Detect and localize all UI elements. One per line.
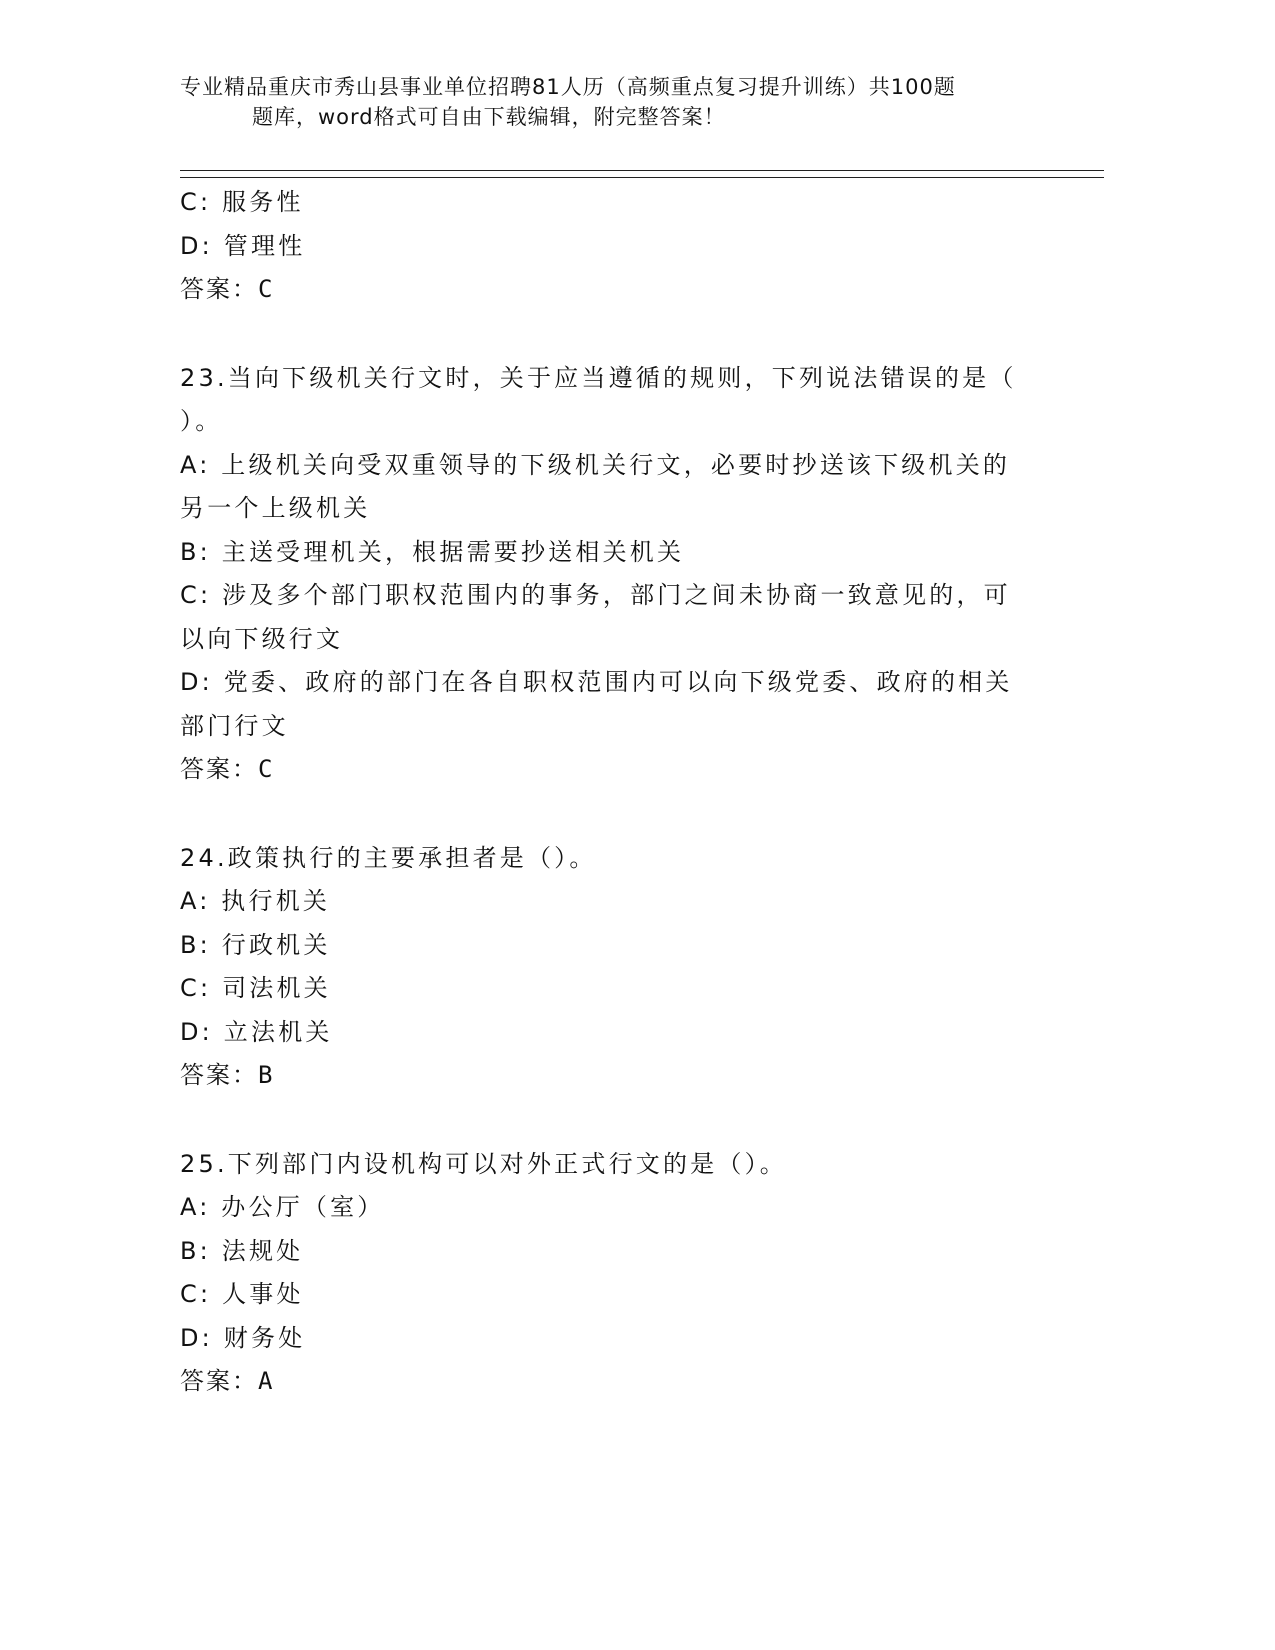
- option-a: A: 上级机关向受双重领导的下级机关行文，必要时抄送该下级机关的: [180, 450, 1011, 479]
- option-a: A: 办公厅（室）: [180, 1193, 385, 1221]
- question-stem: 23.当向下级机关行文时，关于应当遵循的规则，下列说法错误的是（: [180, 363, 1017, 392]
- option-d: D: 党委、政府的部门在各自职权范围内可以向下级党委、政府的相关: [180, 668, 1013, 696]
- header-title-line1: 专业精品重庆市秀山县事业单位招聘81人历（高频重点复习提升训练）共100题: [180, 75, 956, 99]
- answer-line: [180, 268, 1050, 312]
- question-24: [180, 837, 1050, 1098]
- option-c: C: 涉及多个部门职权范围内的事务，部门之间未协商一致意见的，可: [180, 581, 1011, 609]
- header-rule-top: [180, 170, 1104, 171]
- answer-value: C: [258, 755, 273, 783]
- answer-value: A: [258, 1367, 273, 1395]
- question-stem: 24.政策执行的主要承担者是（）。: [180, 843, 597, 872]
- question-stem-cont: ）。: [180, 407, 223, 435]
- option-c-cont: 以向下级行文: [180, 624, 344, 653]
- answer-line: [180, 748, 1050, 792]
- option-d: D: 立法机关: [180, 1017, 333, 1046]
- document-body: [180, 181, 1050, 1404]
- option-b: B: 行政机关: [180, 930, 331, 959]
- answer-line: [180, 1054, 1050, 1098]
- option-c: C: 司法机关: [180, 974, 331, 1002]
- document-header: [180, 72, 1060, 132]
- answer-value: C: [258, 275, 273, 303]
- question-23: [180, 357, 1050, 792]
- answer-label: 答案：: [180, 275, 258, 303]
- answer-line: [180, 1360, 1050, 1404]
- option-c: C: 服务性: [180, 188, 304, 216]
- answer-value: B: [258, 1061, 273, 1089]
- answer-label: 答案：: [180, 755, 258, 783]
- option-d: D: 财务处: [180, 1323, 306, 1352]
- option-c: C: 人事处: [180, 1280, 304, 1308]
- option-a-cont: 另一个上级机关: [180, 494, 371, 522]
- answer-label: 答案：: [180, 1061, 258, 1089]
- option-d-cont: 部门行文: [180, 711, 289, 740]
- question-22-tail: [180, 181, 1050, 312]
- question-25: [180, 1143, 1050, 1404]
- question-stem: 25.下列部门内设机构可以对外正式行文的是（）。: [180, 1149, 787, 1178]
- option-b: B: 主送受理机关，根据需要抄送相关机关: [180, 537, 685, 566]
- option-b: B: 法规处: [180, 1236, 304, 1265]
- header-title-line2: 题库，word格式可自由下载编辑，附完整答案！: [252, 105, 726, 129]
- header-rule-bottom: [180, 177, 1104, 178]
- option-a: A: 执行机关: [180, 887, 331, 915]
- option-d: D: 管理性: [180, 231, 306, 260]
- answer-label: 答案：: [180, 1367, 258, 1395]
